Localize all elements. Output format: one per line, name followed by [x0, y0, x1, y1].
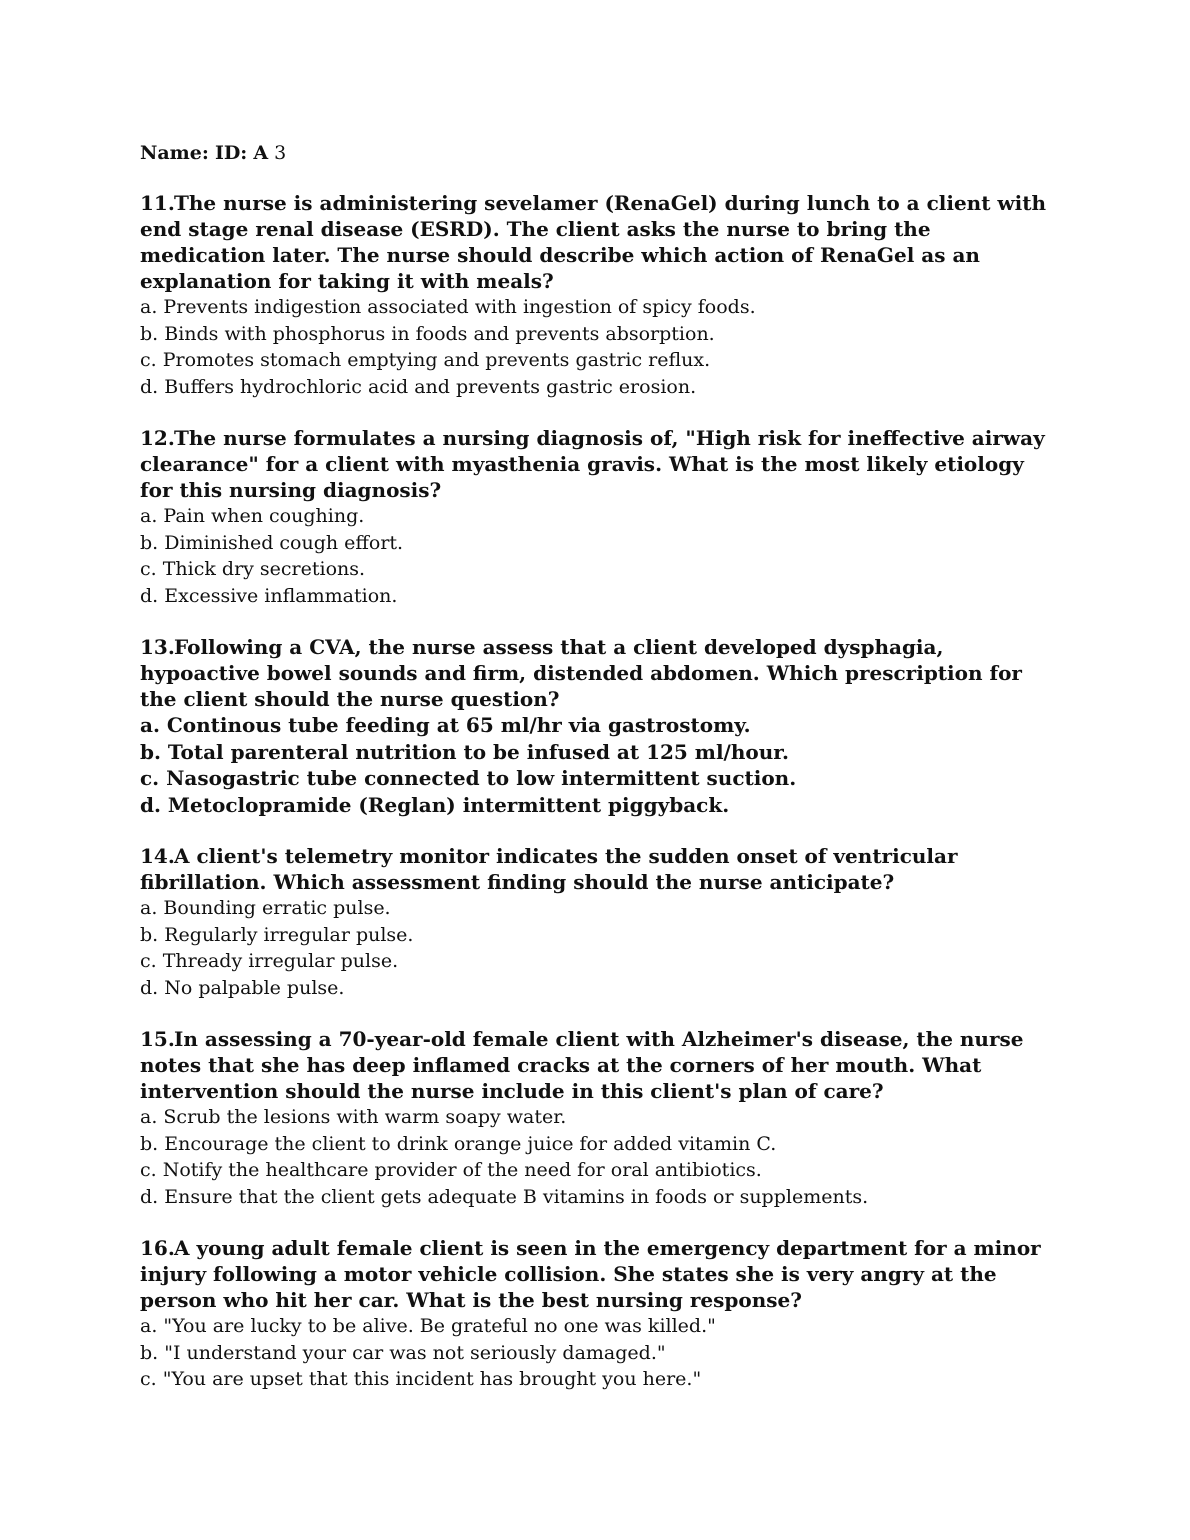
question-number: 12. [140, 426, 175, 450]
question-stem [140, 425, 1060, 503]
option-a: a. "You are lucky to be alive. Be grateful no one was killed." [140, 1315, 716, 1337]
question-14 [140, 843, 1060, 1001]
option-d: d. Buffers hydrochloric acid and prevents gastric erosion. [140, 375, 697, 398]
question-stem [140, 190, 1060, 294]
question-stem [140, 634, 1060, 712]
question-text: A young adult female client is seen in the emergency department for a minor injury following a motor vehicle collision. She states she is very angry at the person who hit her car. What is the best nursing response? [140, 1236, 1041, 1312]
option-d: d. Ensure that the client gets adequate B vitamins in foods or supplements. [140, 1185, 869, 1208]
option-a: a. Pain when coughing. [140, 505, 365, 527]
question-stem [140, 843, 1060, 895]
question-16 [140, 1235, 1060, 1393]
option-b: b. Binds with phosphorus in foods and prevents absorption. [140, 322, 715, 345]
option-d: d. Metoclopramide (Reglan) intermittent piggyback. [140, 792, 730, 817]
option-a: a. Prevents indigestion associated with ingestion of spicy foods. [140, 296, 756, 318]
question-text: The nurse formulates a nursing diagnosis of, "High risk for ineffective airway clearance" for a client with myasthenia gravis. What is the most likely etiology for this nursing diagnosis? [140, 426, 1045, 502]
option-d: d. Excessive inflammation. [140, 584, 398, 607]
question-text: In assessing a 70-year-old female client with Alzheimer's disease, the nurse notes that she has deep inflamed cracks at the corners of her mouth. What intervention should the nurse include in this client's plan of care? [140, 1027, 1024, 1103]
option-c: c. Thready irregular pulse. [140, 950, 399, 972]
version-label: A [253, 142, 269, 164]
question-stem [140, 1026, 1060, 1104]
question-stem [140, 1235, 1060, 1313]
option-a: a. Scrub the lesions with warm soapy water. [140, 1106, 567, 1128]
option-c: c. Promotes stomach emptying and prevents gastric reflux. [140, 349, 711, 371]
question-12 [140, 425, 1060, 609]
page-number: 3 [274, 142, 287, 164]
option-b: b. Total parenteral nutrition to be infused at 125 ml/hour. [140, 739, 789, 764]
question-number: 16. [140, 1236, 175, 1260]
question-11 [140, 190, 1060, 400]
option-d: d. No palpable pulse. [140, 976, 345, 999]
option-c: c. Nasogastric tube connected to low intermittent suction. [140, 766, 797, 790]
question-number: 13. [140, 635, 175, 659]
option-b: b. "I understand your car was not seriously damaged." [140, 1341, 666, 1364]
option-b: b. Diminished cough effort. [140, 531, 404, 554]
question-13 [140, 634, 1060, 818]
name-label: Name: [140, 142, 209, 164]
question-15 [140, 1026, 1060, 1210]
option-c: c. "You are upset that this incident has brought you here." [140, 1368, 702, 1390]
option-a: a. Bounding erratic pulse. [140, 897, 391, 919]
question-number: 11. [140, 191, 175, 215]
option-c: c. Thick dry secretions. [140, 558, 366, 580]
option-c: c. Notify the healthcare provider of the need for oral antibiotics. [140, 1159, 762, 1181]
option-b: b. Encourage the client to drink orange juice for added vitamin C. [140, 1132, 777, 1155]
question-number: 15. [140, 1027, 175, 1051]
question-text: Following a CVA, the nurse assess that a client developed dysphagia, hypoactive bowel sounds and firm, distended abdomen. Which prescription for the client should the nurse question? [140, 635, 1022, 711]
question-text: The nurse is administering sevelamer (RenaGel) during lunch to a client with end stage renal disease (ESRD). The client asks the nurse to bring the medication later. The nurse should describe which action of RenaGel as an explanation for taking it with meals? [140, 191, 1047, 293]
question-text: A client's telemetry monitor indicates the sudden onset of ventricular fibrillation. Which assessment finding should the nurse anticipate? [140, 844, 958, 894]
question-number: 14. [140, 844, 175, 868]
page-header [140, 140, 1060, 166]
exam-page [140, 140, 1060, 1418]
option-b: b. Regularly irregular pulse. [140, 923, 414, 946]
option-a: a. Continous tube feeding at 65 ml/hr via gastrostomy. [140, 713, 751, 737]
id-label: ID: [214, 142, 248, 164]
